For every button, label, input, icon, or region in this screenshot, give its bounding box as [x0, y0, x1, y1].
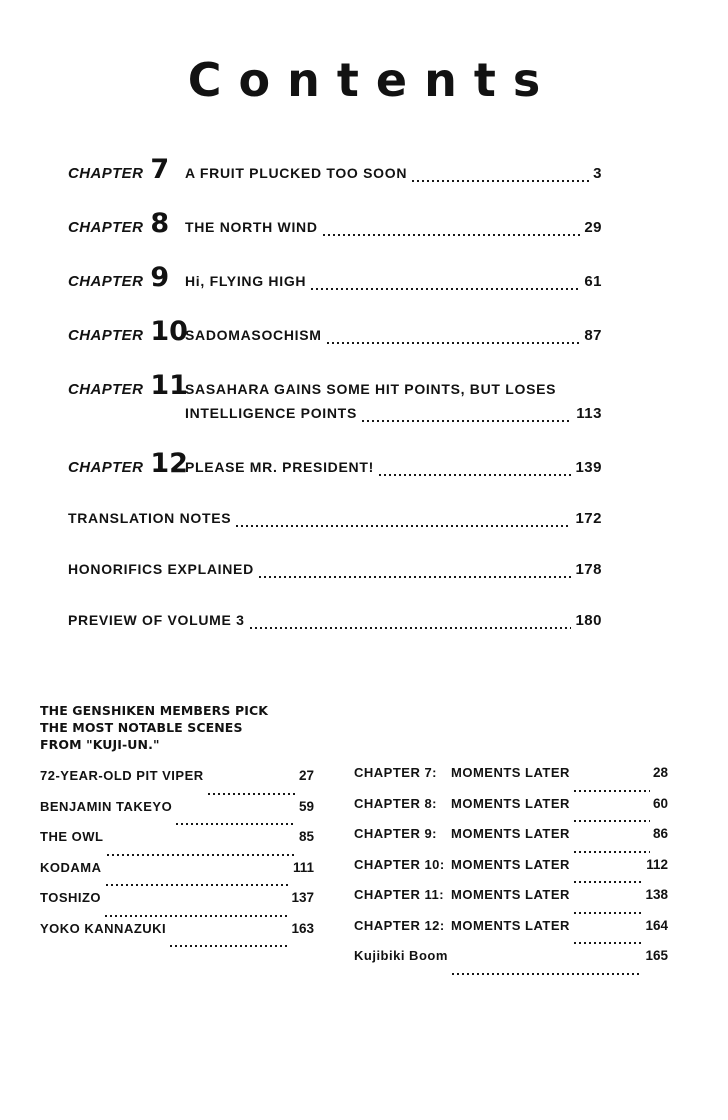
- page-number: 178: [575, 561, 602, 578]
- page-number: 112: [646, 856, 668, 872]
- toc-row-chapter-10: [68, 316, 602, 348]
- bonus-heading-line-2: THE MOST NOTABLE SCENES: [40, 720, 243, 735]
- bonus-row-moments-later-12: [354, 918, 668, 949]
- bonus-item-title: MOMENTS LATER: [451, 826, 570, 841]
- toc-row-chapter-11: [68, 370, 602, 426]
- section-title: HONORIFICS EXPLAINED: [68, 561, 254, 577]
- page-number: 180: [575, 612, 602, 629]
- page-number: 3: [593, 165, 602, 182]
- toc-row-translation-notes: [68, 506, 602, 531]
- page-number: 29: [584, 219, 602, 236]
- chapter-label: [68, 154, 185, 186]
- dot-leader: [105, 915, 288, 917]
- dot-leader: [574, 851, 650, 853]
- page-number: 61: [584, 273, 602, 290]
- toc-row-honorifics-explained: [68, 557, 602, 582]
- chapter-number: 11: [150, 370, 188, 401]
- toc-row-preview-volume-3: [68, 608, 602, 633]
- bonus-item-title: MOMENTS LATER: [451, 887, 570, 902]
- chapter-label: [68, 370, 188, 402]
- toc-row-chapter-9: [68, 262, 602, 294]
- section-title: PREVIEW OF VOLUME 3: [68, 612, 245, 628]
- toc-entry-two-line: [185, 377, 602, 426]
- toc-row-chapter-12: [68, 448, 602, 480]
- section-title: TRANSLATION NOTES: [68, 510, 232, 526]
- toc-entry: [185, 215, 602, 240]
- bonus-row-kujibiki-boom: [354, 948, 668, 979]
- bonus-chapter-prefix: CHAPTER 10:: [354, 856, 445, 872]
- chapter-label: [68, 316, 188, 348]
- page-number: 165: [645, 948, 668, 963]
- chapter-title: SADOMASOCHISM: [185, 327, 322, 343]
- bonus-item-title: MOMENTS LATER: [451, 917, 570, 933]
- bonus-row-the-owl: [40, 829, 314, 860]
- page-number: 60: [652, 795, 668, 811]
- page-number: 85: [298, 829, 314, 844]
- bonus-heading: [40, 702, 314, 753]
- page-number: 86: [652, 826, 668, 841]
- chapter-number: 7: [150, 154, 170, 185]
- chapter-label: [68, 262, 185, 294]
- bonus-item-title: KODAMA: [40, 859, 102, 875]
- bonus-chapter-prefix: CHAPTER 9:: [354, 826, 438, 841]
- dot-leader: [250, 627, 572, 629]
- bonus-row-toshizo: [40, 890, 314, 921]
- page-number: 87: [584, 327, 602, 344]
- chapter-number: 10: [150, 316, 188, 347]
- page-number: 172: [575, 510, 602, 527]
- page-number: 113: [576, 405, 602, 422]
- toc-entry: [185, 269, 602, 294]
- bonus-right-column: [354, 702, 668, 979]
- chapter-word: CHAPTER: [68, 273, 144, 290]
- toc-row-chapter-7: [68, 154, 602, 186]
- bonus-item-title: BENJAMIN TAKEYO: [40, 798, 173, 814]
- chapter-label: [68, 208, 185, 240]
- page-title: Contents: [187, 53, 558, 107]
- toc-entry: [185, 161, 602, 186]
- dot-leader: [574, 881, 643, 883]
- bonus-item-title: YOKO KANNAZUKI: [40, 920, 167, 936]
- dot-leader: [574, 942, 643, 944]
- dot-leader: [259, 576, 572, 578]
- dot-leader: [574, 820, 650, 822]
- bonus-row-moments-later-8: [354, 796, 668, 827]
- page-number: 138: [645, 887, 668, 902]
- chapter-title: A FRUIT PLUCKED TOO SOON: [185, 165, 408, 181]
- bonus-row-benjamin-takeyo: [40, 799, 314, 830]
- dot-leader: [574, 912, 643, 914]
- dot-leader: [323, 234, 581, 236]
- bonus-chapter-prefix: CHAPTER 11:: [354, 887, 445, 902]
- bonus-row-pit-viper: [40, 768, 314, 799]
- bonus-row-moments-later-10: [354, 857, 668, 888]
- toc-entry: [185, 455, 602, 480]
- page-number: 111: [292, 859, 314, 875]
- chapter-title: Hi, FLYING HIGH: [185, 273, 307, 289]
- page-number: 59: [298, 798, 314, 814]
- bonus-row-kodama: [40, 860, 314, 891]
- bonus-heading-line-1: THE GENSHIKEN MEMBERS PICK: [40, 703, 269, 718]
- chapter-word: CHAPTER: [68, 459, 144, 476]
- bonus-chapter-prefix: CHAPTER 12:: [354, 917, 445, 933]
- dot-leader: [327, 342, 581, 344]
- bonus-index-section: [40, 702, 668, 979]
- bonus-row-moments-later-7: [354, 765, 668, 796]
- chapter-number: 12: [150, 448, 188, 479]
- bonus-chapter-prefix: CHAPTER 7:: [354, 765, 438, 780]
- chapter-label: [68, 448, 188, 480]
- page-number: 137: [291, 890, 314, 905]
- chapter-title-line-2: INTELLIGENCE POINTS: [185, 405, 357, 421]
- page-number: 164: [645, 917, 668, 933]
- dot-leader: [208, 793, 296, 795]
- bonus-left-column: [40, 702, 314, 979]
- dot-leader: [176, 823, 296, 825]
- bonus-heading-line-3: FROM "KUJI-UN.": [40, 737, 160, 752]
- dot-leader: [107, 854, 296, 856]
- page-number: 28: [652, 765, 668, 780]
- bonus-chapter-prefix: CHAPTER 8:: [354, 795, 438, 811]
- toc-entry: [185, 323, 602, 348]
- bonus-item-title: THE OWL: [40, 829, 104, 844]
- page-number: 139: [575, 459, 602, 476]
- chapter-word: CHAPTER: [68, 165, 144, 182]
- chapter-word: CHAPTER: [68, 219, 144, 236]
- chapter-number: 9: [150, 262, 170, 293]
- dot-leader: [170, 945, 288, 947]
- bonus-item-title: MOMENTS LATER: [451, 856, 570, 872]
- chapter-title-line-2-row: [185, 401, 602, 426]
- dot-leader: [379, 474, 572, 476]
- dot-leader: [236, 525, 571, 527]
- bonus-item-title: 72-YEAR-OLD PIT VIPER: [40, 768, 204, 783]
- bonus-item-title: Kujibiki Boom: [354, 948, 448, 963]
- page-number: 163: [291, 920, 314, 936]
- chapter-number: 8: [150, 208, 170, 239]
- chapter-word: CHAPTER: [68, 381, 144, 398]
- chapter-title: PLEASE MR. PRESIDENT!: [185, 459, 374, 475]
- bonus-item-title: MOMENTS LATER: [451, 765, 570, 780]
- bonus-row-moments-later-11: [354, 887, 668, 918]
- toc-row-chapter-8: [68, 208, 602, 240]
- dot-leader: [452, 973, 643, 975]
- dot-leader: [574, 790, 650, 792]
- dot-leader: [311, 288, 580, 290]
- bonus-item-title: MOMENTS LATER: [451, 795, 570, 811]
- dot-leader: [412, 180, 589, 182]
- chapter-title-line-1: SASAHARA GAINS SOME HIT POINTS, BUT LOSES: [185, 381, 557, 397]
- bonus-item-title: TOSHIZO: [40, 890, 102, 905]
- dot-leader: [362, 420, 572, 422]
- table-of-contents: [68, 154, 602, 633]
- chapter-word: CHAPTER: [68, 327, 144, 344]
- dot-leader: [106, 884, 290, 886]
- bonus-row-moments-later-9: [354, 826, 668, 857]
- chapter-title: THE NORTH WIND: [185, 219, 318, 235]
- bonus-row-yoko-kannazuki: [40, 921, 314, 952]
- page-number: 27: [298, 768, 314, 783]
